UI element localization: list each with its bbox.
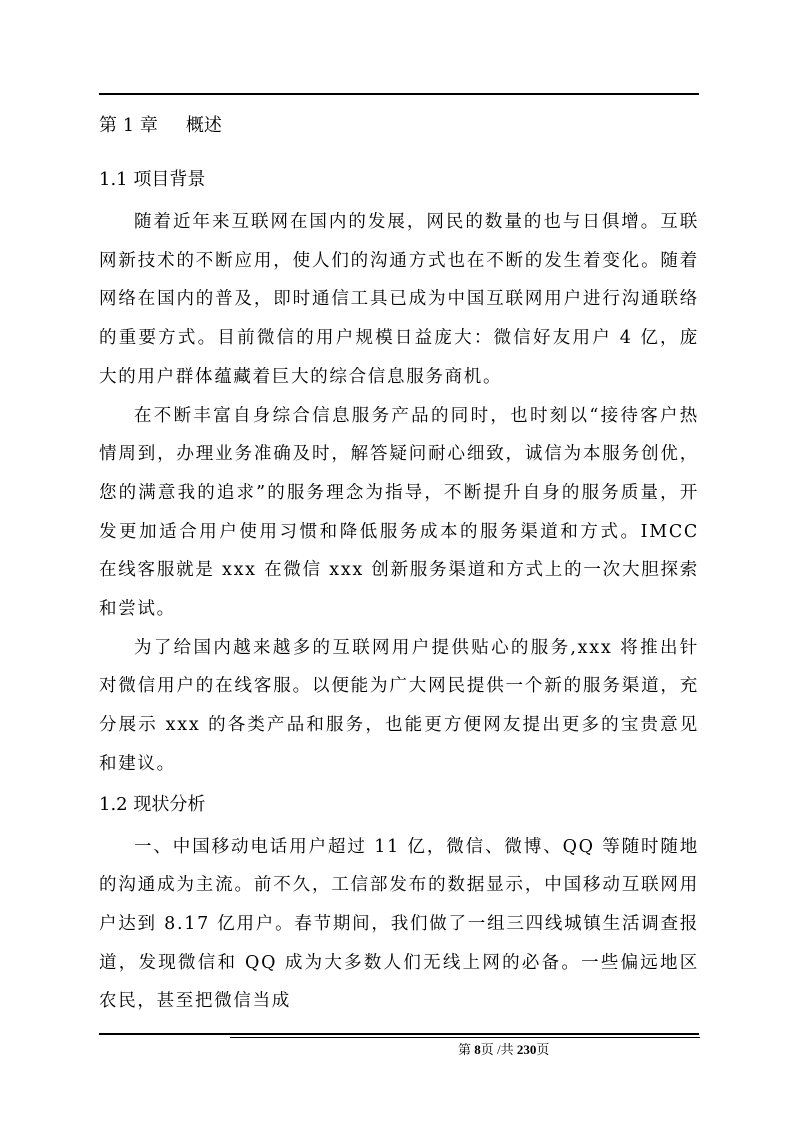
paragraph: 随着近年来互联网在国内的发展，网民的数量的也与日俱增。互联网新技术的不断应用，使人们的沟通方式也在不断的发生着变化。随着网络在国内的普及，即时通信工具已成为中国互联网用户进行沟通联络的重要方式。目前微信的用户规模日益庞大：微信好友用户 4 亿，庞大的用户群体蕴藏着巨大的综合信息服务商机。 (99, 212, 699, 387)
paragraph: 一、中国移动电话用户超过 11 亿，微信、微博、QQ 等随时随地的沟通成为主流。前不久，工信部发布的数据显示，中国移动互联网用户达到 8.17 亿用户。春节期间，我们做了一组三四线城镇生活调查报道，发现微信和 QQ 成为大多数人们无线上网的必备。一些偏远地区农民，甚至把微信当成 (99, 836, 699, 1012)
footer-suffix: 页 (536, 1042, 550, 1057)
current-page-number: 8 (474, 1042, 481, 1057)
section-title-1-2: 1.2 现状分析 (99, 793, 206, 815)
chapter-number: 第 1 章 (99, 115, 158, 136)
footer-rule-thin (230, 1037, 700, 1038)
footer-middle: 页 /共 (480, 1042, 517, 1057)
page-content (99, 112, 699, 1021)
total-page-count: 230 (516, 1042, 537, 1057)
footer-rule-thick (99, 1033, 699, 1035)
header-rule (99, 93, 699, 95)
page-number-footer (458, 1042, 549, 1058)
paragraph: 为了给国内越来越多的互联网用户提供贴心的服务,xxx 将推出针对微信用户的在线客服。以便能为广大网民提供一个新的服务渠道，充分展示 xxx 的各类产品和服务，也能更方便网友提出更多的宝贵意见和建议。 (99, 637, 699, 774)
paragraph: 在不断丰富自身综合信息服务产品的同时，也时刻以“接待客户热情周到，办理业务准确及时，解答疑问耐心细致，诚信为本服务创优，您的满意我的追求”的服务理念为指导，不断提升自身的服务质量，开发更加适合用户使用习惯和降低服务成本的服务渠道和方式。IMCC 在线客服就是 xxx 在微信 xxx 创新服务渠道和方式上的一次大胆探索和尝试。 (99, 405, 699, 620)
section-title-1-1: 1.1 项目背景 (99, 169, 206, 190)
footer-prefix: 第 (458, 1042, 475, 1057)
chapter-title (99, 112, 699, 150)
chapter-name: 概述 (185, 115, 222, 136)
